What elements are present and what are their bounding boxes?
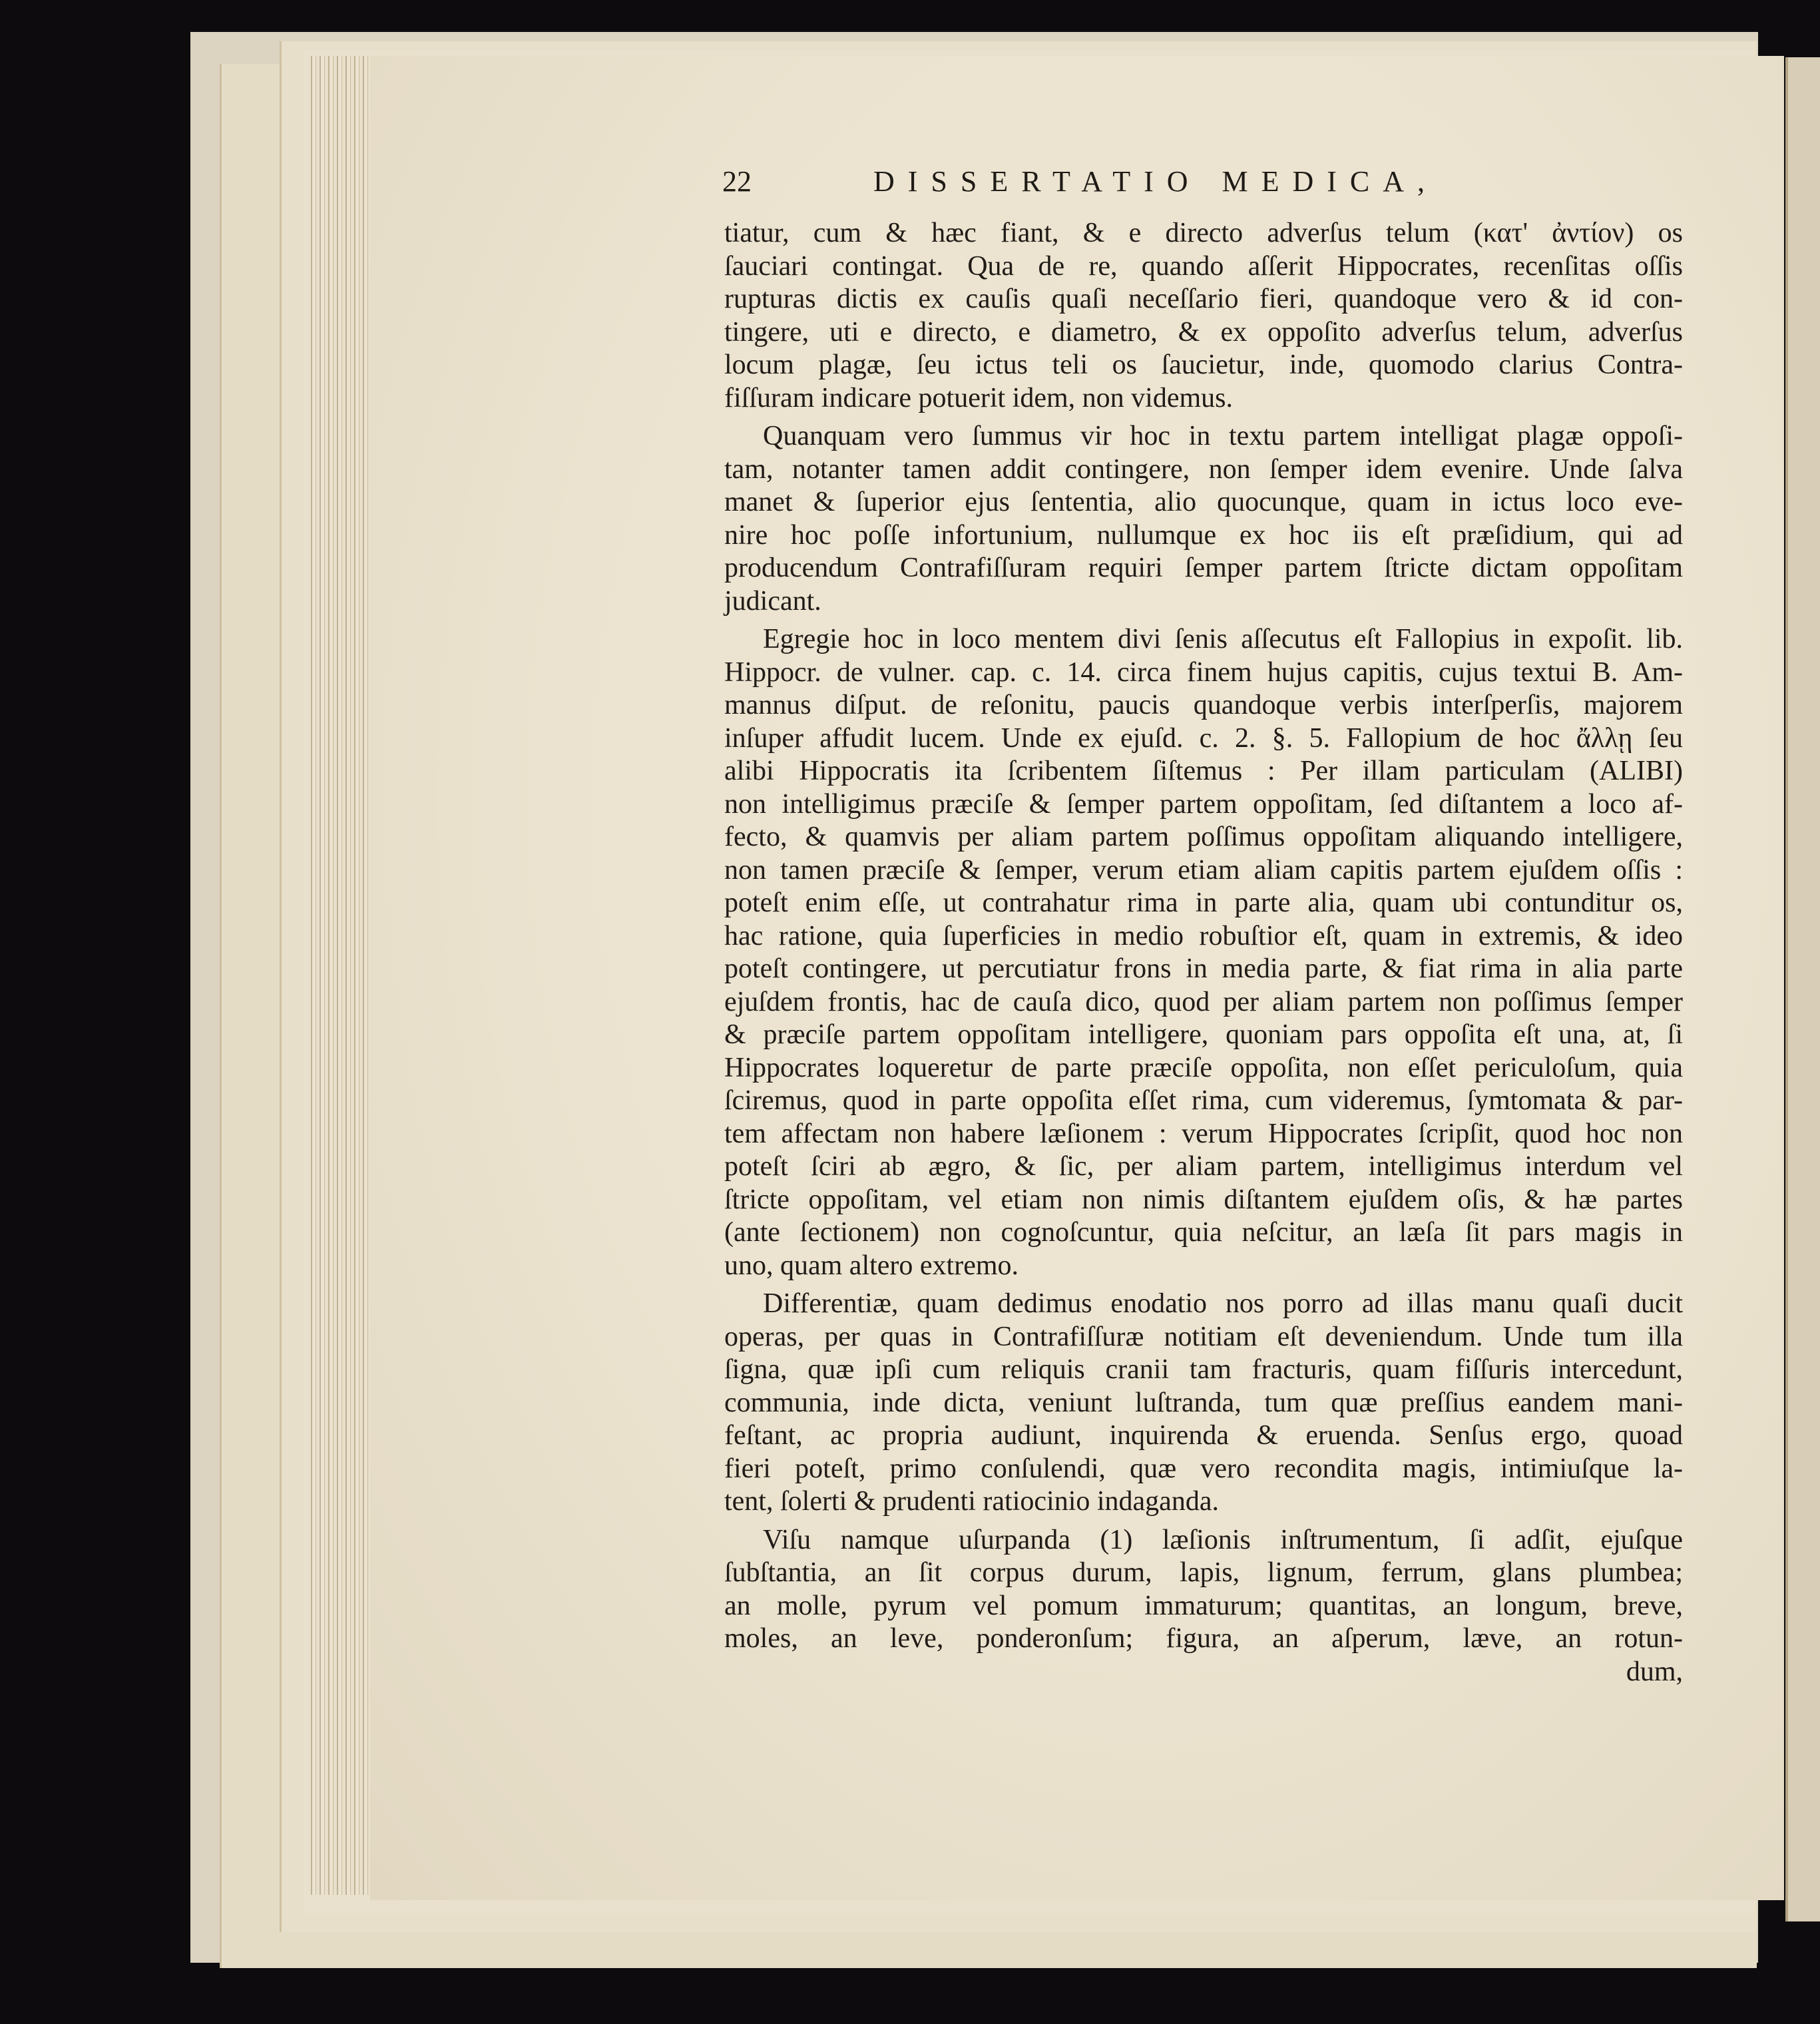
text-line: tingere, uti e directo, e diametro, & ex oppoſito adverſus telum, adverſus — [724, 316, 1683, 348]
text-line: hac ratione, quia ſuperficies in medio robuſtior eſt, quam in extremis, & ideo — [724, 920, 1683, 951]
text-line: an molle, pyrum vel pomum immaturum; quantitas, an longum, breve, — [724, 1590, 1683, 1621]
page-edges — [308, 56, 371, 1895]
text-line: Egregie hoc in loco mentem divi ſenis aſſecutus eſt Fallopius in expoſit. lib. — [763, 624, 1683, 654]
text-line: inſuper affudit lucem. Unde ex ejuſd. c. 2. §. 5. Fallopium de hoc ἄλλῃ ſeu — [724, 722, 1683, 754]
text-line: Quanquam vero ſummus vir hoc in textu partem intelligat plagæ oppoſi- — [763, 421, 1683, 451]
text-line: manet & ſuperior ejus ſententia, alio quocunque, quam in ictus loco eve- — [724, 487, 1683, 517]
text-line: non tamen præciſe & ſemper, verum etiam aliam capitis partem ejuſdem oſſis : — [724, 854, 1683, 886]
text-line: tam, notanter tamen addit contingere, non ſemper idem evenire. Unde ſalva — [724, 453, 1683, 485]
text-line: ſigna, quæ ipſi cum reliquis cranii tam fracturis, quam fiſſuris intercedunt, — [724, 1354, 1683, 1385]
text-line: tiatur, cum & hæc fiant, & e directo adverſus telum (κατ' ἀντίον) os — [724, 218, 1683, 248]
text-line: & præciſe partem oppoſitam intelligere, quoniam pars oppoſita eſt una, at, ſi — [724, 1019, 1683, 1050]
text-line: fecto, & quamvis per aliam partem poſſimus oppoſitam aliquando intelligere, — [724, 822, 1683, 852]
text-line: poteſt contingere, ut percutiatur frons in media parte, & fiat rima in alia parte — [724, 953, 1683, 984]
text-line: locum plagæ, ſeu ictus teli os ſaucietur, inde, quomodo clarius Contra- — [724, 350, 1683, 380]
text-line: tent, ſolerti & prudenti ratiocinio indaganda. — [724, 1486, 1219, 1517]
text-line: (ante ſectionem) non cognoſcuntur, quia neſcitur, an læſa ſit pars magis in — [724, 1217, 1683, 1248]
text-line: communia, inde dicta, veniunt luſtranda, tum quæ preſſius eandem mani- — [724, 1387, 1683, 1418]
body-text — [724, 217, 1683, 1688]
running-title: DISSERTATIO MEDICA, — [873, 165, 1439, 198]
text-line: ejuſdem frontis, hac de cauſa dico, quod per aliam partem non poſſimus ſemper — [724, 986, 1683, 1017]
text-line: poteſt ſciri ab ægro, & ſic, per aliam partem, intelligimus interdum vel — [724, 1151, 1683, 1182]
text-line: poteſt enim eſſe, ut contrahatur rima in parte alia, quam ubi contunditur os, — [724, 887, 1683, 918]
text-line: Differentiæ, quam dedimus enodatio nos porro ad illas manu quaſi ducit — [763, 1288, 1683, 1319]
text-line: nire hoc poſſe infortunium, nullumque ex hoc iis eſt præſidium, qui ad — [724, 519, 1683, 551]
text-line: mannus diſput. de reſonitu, paucis quandoque verbis interſperſis, majorem — [724, 690, 1683, 720]
text-line: operas, per quas in Contrafiſſuræ notitiam eſt deveniendum. Unde tum illa — [724, 1321, 1683, 1352]
text-line: ſubſtantia, an ſit corpus durum, lapis, lignum, ferrum, glans plumbea; — [724, 1557, 1683, 1588]
facing-page-edge — [1785, 57, 1820, 1921]
catchword: dum, — [1626, 1656, 1683, 1687]
text-line: fieri poteſt, primo conſulendi, quæ vero recondita magis, intimiuſque la- — [724, 1453, 1683, 1484]
text-line: ſtricte oppoſitam, vel etiam non nimis diſtantem ejuſdem oſis, & hæ partes — [724, 1184, 1683, 1215]
page-number: 22 — [722, 165, 752, 198]
text-line: producendum Contrafiſſuram requiri ſemper partem ſtricte dictam oppoſitam — [724, 553, 1683, 583]
text-line: moles, an leve, ponderonſum; figura, an aſperum, læve, an rotun- — [724, 1623, 1683, 1654]
text-line: rupturas dictis ex cauſis quaſi neceſſario fieri, quandoque vero & id con- — [724, 284, 1683, 314]
text-line: judicant. — [724, 585, 821, 617]
text-line: fiſſuram indicare potuerit idem, non videmus. — [724, 382, 1233, 413]
text-line: Viſu namque uſurpanda (1) læſionis inſtrumentum, ſi adſit, ejuſque — [763, 1524, 1683, 1555]
text-line: tem affectam non habere læſionem : verum Hippocrates ſcripſit, quod hoc non — [724, 1118, 1683, 1149]
text-line: feſtant, ac propria audiunt, inquirenda & eruenda. Senſus ergo, quoad — [724, 1420, 1683, 1451]
text-line: non intelligimus præciſe & ſemper partem oppoſitam, ſed diſtantem a loco af- — [724, 788, 1683, 820]
text-line: uno, quam altero extremo. — [724, 1250, 1019, 1281]
text-line: ſciremus, quod in parte oppoſita eſſet rima, cum videremus, ſymtomata & par- — [724, 1085, 1683, 1116]
text-line: Hippocrates loqueretur de parte præciſe oppoſita, non eſſet periculoſum, quia — [724, 1052, 1683, 1083]
text-line: alibi Hippocratis ita ſcribentem ſiſtemus : Per illam particulam (ALIBI) — [724, 756, 1683, 786]
text-line: ſauciari contingat. Qua de re, quando aſſerit Hippocrates, recenſitas oſſis — [724, 250, 1683, 282]
text-line: Hippocr. de vulner. cap. c. 14. circa finem hujus capitis, cujus textui B. Am- — [724, 656, 1683, 688]
